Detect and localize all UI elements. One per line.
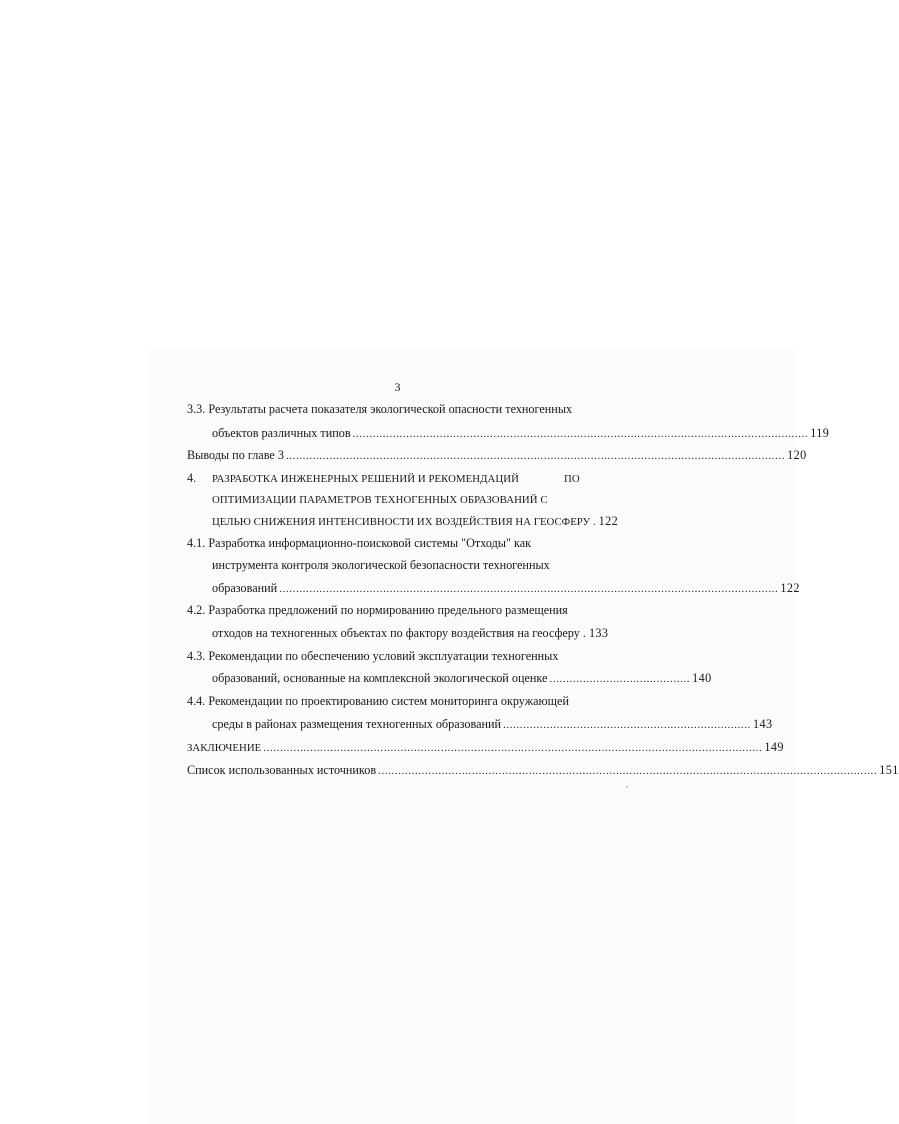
toc-entry-4-3-line-2 xyxy=(212,670,712,686)
toc-entry-4-4-page: 143 xyxy=(752,717,773,731)
toc-entry-4-1-page: 122 xyxy=(780,581,800,595)
toc-entry-4-line-1[interactable]: РАЗРАБОТКА ИНЖЕНЕРНЫХ РЕШЕНИЙ И РЕКОМЕНДАЦИЙ xyxy=(212,473,519,485)
toc-entry-3-3-line-1: 3.3. Результаты расчета показателя экологической опасности техногенных xyxy=(187,402,573,416)
toc-entry-3-3-text: объектов различных типов xyxy=(212,426,351,440)
toc-entry-3-3-page: 119 xyxy=(810,426,830,440)
toc-entry-conclusion[interactable] xyxy=(187,739,784,755)
page-number: 3 xyxy=(394,380,401,394)
toc-entry-4-page: 122 xyxy=(598,514,619,528)
toc-entry-4-2-text: отходов на техногенных объектах по фактору воздействия на геосферу . xyxy=(212,626,586,640)
toc-entry-4-line-1-end: ПО xyxy=(564,473,580,485)
toc-entry-conclusion-text: ЗАКЛЮЧЕНИЕ xyxy=(187,742,262,754)
toc-entry-4-1-text: образований xyxy=(212,581,278,595)
toc-entry-4-number: 4. xyxy=(187,471,197,485)
dot-leader: .......................................... xyxy=(549,673,691,685)
toc-entry-4-3-page: 140 xyxy=(692,671,712,685)
toc-entry-4-1-line-2: инструмента контроля экологической безопасности техногенных xyxy=(212,558,550,572)
toc-entry-4-3-text: образований, основанные на комплексной экологической оценке xyxy=(212,671,548,685)
toc-entry-4-1-line-3 xyxy=(212,580,800,596)
toc-entry-sources-page: 151 xyxy=(879,763,899,777)
toc-entry-4-1-line-1[interactable]: 4.1. Разработка информационно-поисковой системы "Отходы" как xyxy=(187,536,532,550)
toc-entry-4-2-line-1[interactable]: 4.2. Разработка предложений по нормированию предельного размещения xyxy=(187,603,568,617)
toc-entry-vyvody-text: Выводы по главе 3 xyxy=(187,448,284,462)
toc-entry-vyvody-3[interactable] xyxy=(187,447,807,463)
toc-entry-conclusion-page: 149 xyxy=(764,740,784,754)
dot-leader: .......................................................................... xyxy=(503,719,751,731)
toc-entry-4-text: ЦЕЛЬЮ СНИЖЕНИЯ ИНТЕНСИВНОСТИ ИХ ВОЗДЕЙСТВИЯ НА ГЕОСФЕРУ . xyxy=(212,516,596,528)
dot-leader: ..................................................................................................................................................... xyxy=(378,765,878,777)
dot-leader: ........................................................................................................................................ xyxy=(352,428,809,440)
toc-entry-4-2-line-2 xyxy=(212,625,644,641)
scan-speck xyxy=(626,786,628,788)
toc-entry-4-4-line-2 xyxy=(212,716,773,732)
toc-entry-4-4-text: среды в районах размещения техногенных образований xyxy=(212,717,502,731)
toc-entry-vyvody-page: 120 xyxy=(787,448,807,462)
toc-entry-4-line-3 xyxy=(212,513,644,529)
toc-entry-sources-text: Список использованных источников xyxy=(187,763,377,777)
toc-entry-4-3-line-1[interactable]: 4.3. Рекомендации по обеспечению условий эксплуатации техногенных xyxy=(187,649,559,663)
toc-entry-sources[interactable] xyxy=(187,762,899,778)
toc-entry-4-line-2: ОПТИМИЗАЦИИ ПАРАМЕТРОВ ТЕХНОГЕННЫХ ОБРАЗОВАНИЙ С xyxy=(212,494,548,506)
toc-entry-3-3-line-2[interactable] xyxy=(212,425,830,441)
dot-leader: ..................................................................................................................................................... xyxy=(279,583,779,595)
dot-leader: ..................................................................................................................................................... xyxy=(285,450,786,462)
dot-leader: ..................................................................................................................................................... xyxy=(263,742,763,754)
toc-entry-4-2-page: 133 xyxy=(588,626,609,640)
toc-entry-4-4-line-1[interactable]: 4.4. Рекомендации по проектированию систем мониторинга окружающей xyxy=(187,694,569,708)
